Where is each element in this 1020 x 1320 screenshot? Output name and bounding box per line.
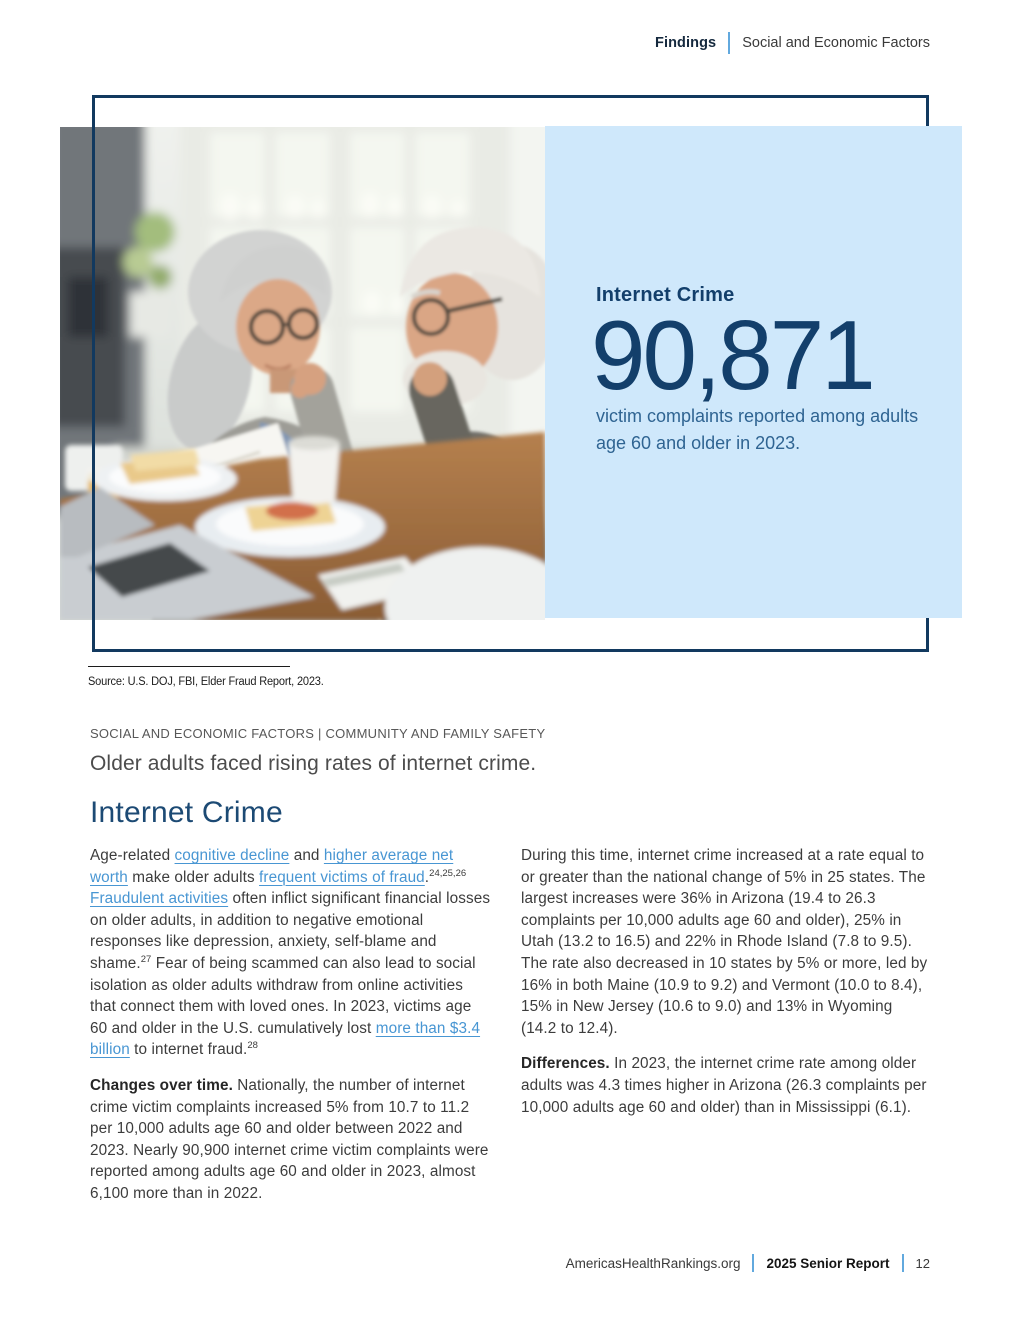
header-section-label: Findings xyxy=(655,35,717,51)
article-title: Internet Crime xyxy=(90,796,283,829)
footnote-reference: 28 xyxy=(247,1040,258,1052)
text-run: Fear of being scammed can also lead to social isolation as older adults withdraw from online activities that connect them with loved ones. In 2023, victims age 60 and older in the U.S. cumulatively lost xyxy=(90,954,476,1037)
page-header xyxy=(90,32,930,54)
text-run: and xyxy=(289,847,324,864)
paragraph-lead-label: Differences. xyxy=(521,1055,610,1073)
footer-report-title: 2025 Senior Report xyxy=(766,1255,890,1271)
paragraph-intro xyxy=(90,845,492,1061)
text-run: to internet fraud. xyxy=(129,1041,248,1059)
section-kicker: SOCIAL AND ECONOMIC FACTORS | COMMUNITY AND FAMILY SAFETY xyxy=(90,726,546,741)
paragraph-differences xyxy=(521,1053,930,1118)
text-run: . xyxy=(424,868,430,886)
footer-page-number: 12 xyxy=(915,1255,930,1271)
inline-link[interactable]: frequent victims of fraud xyxy=(259,868,425,886)
paragraph-changes-over-time xyxy=(90,1075,492,1205)
source-citation: Source: U.S. DOJ, FBI, Elder Fraud Report, 2023. xyxy=(88,676,324,688)
stat-label: Internet Crime xyxy=(596,284,735,306)
header-divider xyxy=(728,32,730,54)
inline-link[interactable]: higher average net worth xyxy=(90,847,454,886)
paragraph-lead-label: Changes over time. xyxy=(90,1076,233,1094)
inline-link[interactable]: Fraudulent activities xyxy=(90,890,229,908)
article-columns xyxy=(90,845,930,1219)
text-run: make older adults xyxy=(127,868,260,886)
stat-value: 90,871 xyxy=(591,300,873,410)
text-run: often inflict significant financial losses on older adults, in addition to negative emotional responses like depression, anxiety, self-blame and shame. xyxy=(90,890,491,972)
header-subsection-label: Social and Economic Factors xyxy=(742,35,930,51)
text-run: During this time, internet crime increased at a rate equal to or greater than the national change of 5% in 25 states. The largest increases were 36% in Arizona (19.4 to 26.3 complaints per 10,000 adults age 60 and older), 25% in Utah (13.2 to 16.5) and 22% in Rhode Island (7.8 to 9.5). The rate also decreased in 10 states by 5% or more, led by 16% in both Maine (10.9 to 9.2) and Vermont (10.0 to 8.4), 15% in New Jersey (10.6 to 9.0) and 13% in Wyoming (14.2 to 12.4). xyxy=(521,847,928,1037)
footnote-reference: 27 xyxy=(140,953,152,965)
text-run: Age-related xyxy=(90,847,175,864)
footer-divider xyxy=(902,1254,904,1272)
source-divider xyxy=(88,666,290,667)
page-footer xyxy=(566,1254,930,1272)
footnote-reference: 24,25,26 xyxy=(429,867,467,879)
hero-photo-illustration xyxy=(60,127,545,620)
paragraph-state-changes xyxy=(521,845,930,1039)
hero-photo xyxy=(60,127,545,620)
right-column xyxy=(521,845,930,1219)
internet-crime-stat-panel xyxy=(545,126,962,618)
inline-link[interactable]: cognitive decline xyxy=(174,847,290,864)
inline-link[interactable]: more than $3.4 billion xyxy=(90,1019,481,1059)
left-column xyxy=(90,845,492,1219)
text-run: In 2023, the internet crime rate among older adults was 4.3 times higher in Arizona (26.3 complaints per 10,000 adults age 60 and older) than in Mississippi (6.1). xyxy=(521,1055,927,1116)
text-run: Nationally, the number of internet crime victim complaints increased 5% from 10.7 to 11.2 per 10,000 adults age 60 and older between 2022 and 2023. Nearly 90,900 internet crime victim complaints were reported among adults age 60 and older in 2023, almost 6,100 more than in 2022. xyxy=(90,1076,489,1202)
table-scene xyxy=(60,432,545,620)
footer-site-link[interactable]: AmericasHealthRankings.org xyxy=(565,1255,741,1271)
article-headline: Older adults faced rising rates of internet crime. xyxy=(90,752,537,775)
footer-divider xyxy=(752,1254,754,1272)
stat-description: victim complaints reported among adults age 60 and older in 2023. xyxy=(596,406,919,453)
